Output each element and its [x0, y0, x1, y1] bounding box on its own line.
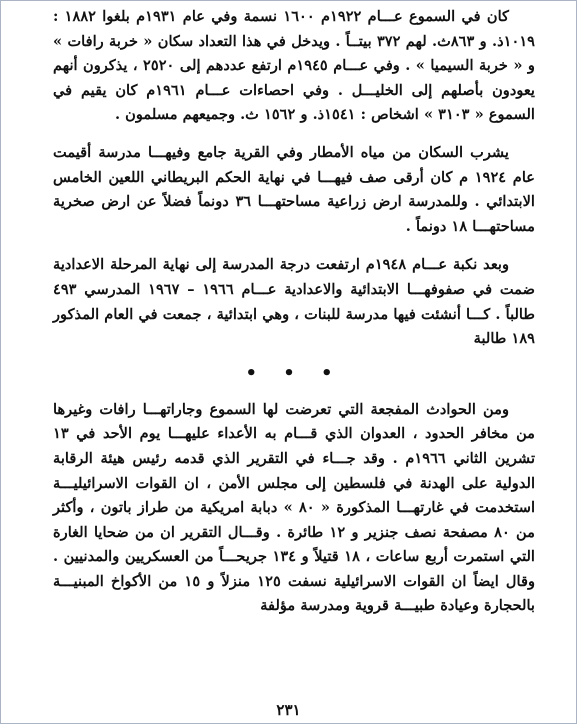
section-separator: • • • — [245, 362, 343, 384]
page-body — [53, 5, 535, 619]
paragraph-1966-raid: ومن الحوادث المفجعة التي تعرضت لها السموع وجاراتهـــا رافات وغيرها من مخافر الحدود ، العدوان الذي قـــام به الأعداء عليهـــا يوم الأحد في ١٣ تشرين الثاني ١٩٦٦م . وقد جـــاء في التقرير الذي قدمه رئيس هيئة الرقابة الدولية على الهدنة في فلسطين إلى مجلس الأمن ، ان القوات الاسرائيليـــة استخدمت في غارتهـــا المذكورة « ٨٠ » دبابة امريكية من طراز باتون ، وأكثر من ٨٠ مصفحة نصف جنزير و ١٢ طائرة . وقـــال التقرير ان من ضحايا الغارة التي استمرت أربع ساعات ، ١٨ قتيلاً و ١٣٤ جريحـــاً من العسكريين والمدنيين . وقال ايضاً ان القوات الاسرائيلية نسفت ١٢٥ منزلاً و ١٥ من الأكواخ المبنيـــة بالحجارة وعيادة طبيـــة قروية ومدرسة مؤلفة — [53, 400, 536, 615]
page-number: ٢٣١ — [276, 701, 301, 719]
paragraph-population: كان في السموع عـــام ١٩٢٢م ١٦٠٠ نسمة وفي عام ١٩٣١م بلغوا ١٨٨٢ : ١٠١٩ذ. و ٨٦٣ث. لهم ٣٧٢ بيتــاً . ويدخل في هذا التعداد سكان « خربة رافات » و « خربة السيميا » . وفي عـــام ١٩٤٥م ارتفع عددهم إلى ٢٥٢٠ ، يذكرون أنهم يعودون بأصلهم إلى الخليـــل . وفي احصاءات عـــام ١٩٦١م كان يقيم في السموع « ٣١٠٣ » اشخاص : ١٥٤١ذ. و ١٥٦٢ ث. وجميعهم مسلمون . — [53, 8, 535, 124]
paragraph-school-after-1948: وبعد نكبة عـــام ١٩٤٨م ارتفعت درجة المدرسة إلى نهاية المرحلة الاعدادية ضمت في صفوفهـــا الابتدائية والاعدادية عـــام ١٩٦٦ – ١٩٦٧ المدرسي ٤٩٣ طالباً . كـــا أنشئت فيها مدرسة للبنات ، وهي ابتدائية ، جمعت في العام المذكور ١٨٩ طالبة — [53, 256, 535, 348]
paragraph-water-and-school: يشرب السكان من مياه الأمطار وفي القرية جامع وفيهـــا مدرسة أقيمت عام ١٩٢٤ م كان أرقى صف فيهـــا في نهاية الحكم البريطاني اللعين الخامس الابتدائي . وللمدرسة ارض زراعية مساحتهـــا ٣٦ دونماً فضلاً عن ارض صخرية مساحتهـــا ١٨ دونماً . — [53, 143, 535, 235]
